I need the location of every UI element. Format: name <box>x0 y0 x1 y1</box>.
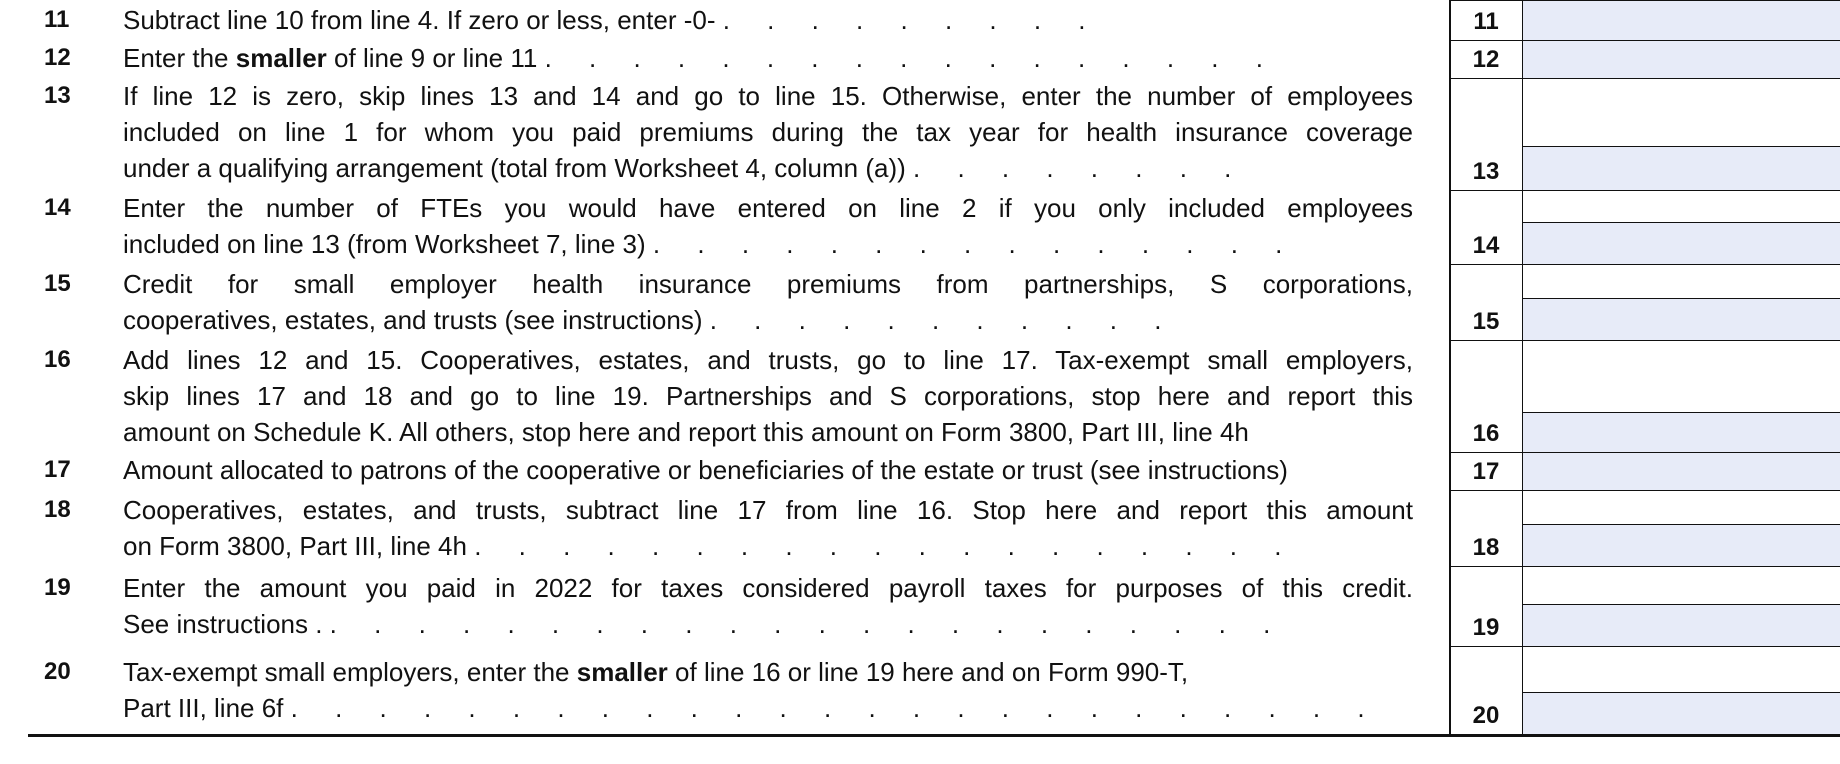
line-text: Enter the number of FTEs you would have entered on line 2 if you only included employees <box>123 193 1413 223</box>
line-number: 17 <box>44 456 71 483</box>
line-17-amount-field[interactable] <box>1523 452 1840 490</box>
line-13-amount-field[interactable] <box>1523 146 1840 190</box>
line-description <box>123 78 1413 186</box>
dot-leader: . . . . . . . . . . . . . . . . . . . <box>474 531 1297 561</box>
line-20-amount-field[interactable] <box>1523 692 1840 734</box>
line-13-row <box>0 78 1840 190</box>
line-text: Amount allocated to patrons of the cooperative or beneficiaries of the estate or trust (see instructions) <box>123 455 1288 485</box>
line-box-label: 13 <box>1450 78 1522 190</box>
bottom-rule <box>28 734 1840 737</box>
line-number: 19 <box>44 574 71 601</box>
line-14-row <box>0 190 1840 264</box>
line-18-amount-field[interactable] <box>1523 524 1840 566</box>
line-text-bold: smaller <box>235 43 327 73</box>
line-11-row <box>0 0 1840 40</box>
line-box-label: 11 <box>1450 0 1522 40</box>
line-text: of line 16 or line 19 here and on Form 990-T, <box>667 657 1189 687</box>
line-text: skip lines 17 and 18 and go to line 19. Partnerships and S corporations, stop here and report this <box>123 381 1413 411</box>
line-text: See instructions . <box>123 609 323 639</box>
line-description <box>123 190 1413 262</box>
line-18-row <box>0 490 1840 566</box>
line-number: 14 <box>44 194 71 221</box>
line-17-row <box>0 452 1840 490</box>
line-text: Enter the <box>123 43 236 73</box>
line-text: Tax-exempt small employers, enter the <box>123 657 577 687</box>
line-description <box>123 342 1413 450</box>
line-box-label: 16 <box>1450 340 1522 452</box>
line-16-amount-field[interactable] <box>1523 412 1840 452</box>
line-14-amount-field[interactable] <box>1523 222 1840 264</box>
line-description <box>123 2 1413 38</box>
line-15-row <box>0 264 1840 340</box>
line-number: 18 <box>44 496 71 523</box>
line-box-label: 18 <box>1450 490 1522 566</box>
line-text: Subtract line 10 from line 4. If zero or less, enter -0- <box>123 5 716 35</box>
line-19-amount-field[interactable] <box>1523 604 1840 646</box>
dot-leader: . . . . . . . . . . . . . . . . . . . . . . . . . <box>290 693 1380 723</box>
dot-leader: . . . . . . . . . . . . . . . . . <box>544 43 1278 73</box>
line-description <box>123 570 1413 642</box>
line-text: If line 12 is zero, skip lines 13 and 14 and go to line 15. Otherwise, enter the number of employees <box>123 81 1413 111</box>
line-number: 12 <box>44 44 71 71</box>
line-text: cooperatives, estates, and trusts (see instructions) <box>123 305 703 335</box>
line-text: Part III, line 6f <box>123 693 284 723</box>
line-number: 16 <box>44 346 71 373</box>
line-text: Add lines 12 and 15. Cooperatives, estates, and trusts, go to line 17. Tax-exempt small employers, <box>123 345 1413 375</box>
line-number: 15 <box>44 270 71 297</box>
line-text: Cooperatives, estates, and trusts, subtract line 17 from line 16. Stop here and report this amount <box>123 495 1413 525</box>
line-text: amount on Schedule K. All others, stop here and report this amount on Form 3800, Part III, line 4h <box>123 417 1249 447</box>
line-12-row <box>0 40 1840 78</box>
line-text: Credit for small employer health insurance premiums from partnerships, S corporations, <box>123 269 1413 299</box>
dot-leader: . . . . . . . . . . . . . . . . . . . . . . <box>329 609 1286 639</box>
line-text: included on line 13 (from Worksheet 7, line 3) <box>123 229 646 259</box>
line-20-row <box>0 646 1840 734</box>
dot-leader: . . . . . . . . . . . <box>709 305 1177 335</box>
line-11-amount-field[interactable] <box>1523 0 1840 40</box>
line-text: of line 9 or line 11 <box>326 43 538 73</box>
line-description <box>123 40 1413 76</box>
line-text: on Form 3800, Part III, line 4h <box>123 531 467 561</box>
line-description <box>123 492 1413 564</box>
line-description <box>123 654 1413 726</box>
line-box-label: 15 <box>1450 264 1522 340</box>
line-box-label: 17 <box>1450 452 1522 490</box>
line-text-bold: smaller <box>576 657 668 687</box>
line-15-amount-field[interactable] <box>1523 298 1840 340</box>
line-box-label: 14 <box>1450 190 1522 264</box>
dot-leader: . . . . . . . . <box>913 153 1247 183</box>
dot-leader: . . . . . . . . . <box>722 5 1101 35</box>
line-box-label: 12 <box>1450 40 1522 78</box>
line-box-label: 19 <box>1450 566 1522 646</box>
line-number: 20 <box>44 658 71 685</box>
line-text: included on line 1 for whom you paid premiums during the tax year for health insurance coverage <box>123 117 1413 147</box>
line-16-row <box>0 340 1840 452</box>
line-number: 11 <box>44 6 70 33</box>
line-box-label: 20 <box>1450 646 1522 734</box>
dot-leader: . . . . . . . . . . . . . . . <box>652 229 1298 259</box>
line-description <box>123 266 1413 338</box>
line-19-row <box>0 566 1840 646</box>
line-text: Enter the amount you paid in 2022 for taxes considered payroll taxes for purposes of this credit. <box>123 573 1413 603</box>
line-12-amount-field[interactable] <box>1523 40 1840 78</box>
line-description <box>123 452 1413 488</box>
line-number: 13 <box>44 82 71 109</box>
line-text: under a qualifying arrangement (total from Worksheet 4, column (a)) <box>123 153 906 183</box>
